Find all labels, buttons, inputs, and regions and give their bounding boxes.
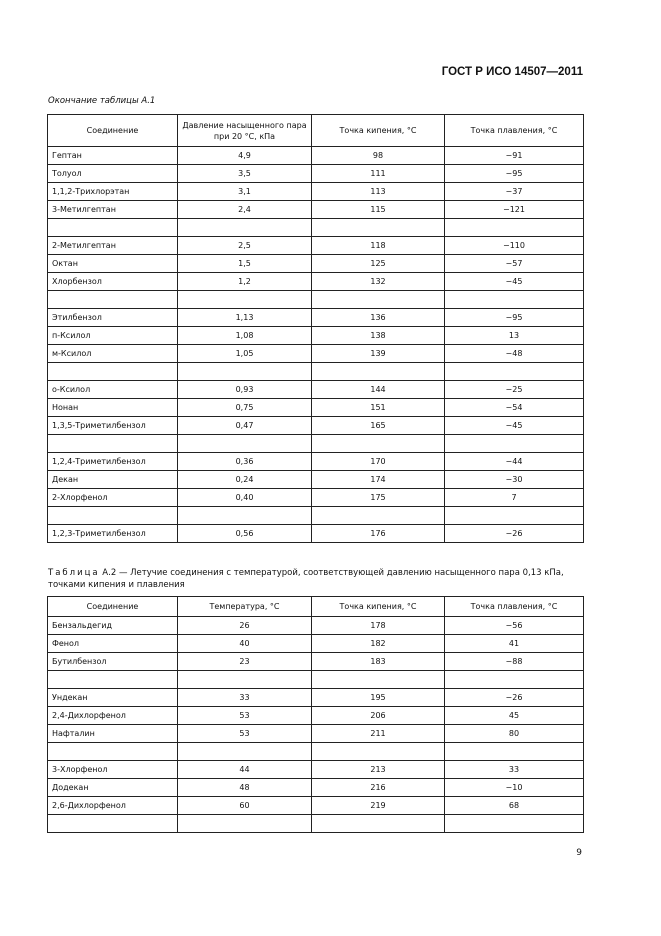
value-cell: 111	[312, 165, 445, 183]
compound-cell: 2-Хлорфенол	[48, 489, 178, 507]
value-cell: 0,56	[178, 525, 312, 543]
value-cell: 213	[312, 761, 445, 779]
compound-cell: 3-Хлорфенол	[48, 761, 178, 779]
column-header-temperature: Температура, °С	[178, 597, 312, 617]
value-cell: 7	[445, 489, 584, 507]
value-cell: −26	[445, 689, 584, 707]
value-cell: 33	[178, 689, 312, 707]
value-cell: 13	[445, 327, 584, 345]
table-row	[48, 417, 584, 435]
value-cell: −26	[445, 525, 584, 543]
value-cell: −45	[445, 273, 584, 291]
table-row	[48, 689, 584, 707]
compound-cell	[48, 219, 178, 237]
value-cell	[178, 363, 312, 381]
value-cell: 132	[312, 273, 445, 291]
compound-cell: Ундекан	[48, 689, 178, 707]
value-cell	[178, 743, 312, 761]
value-cell: 80	[445, 725, 584, 743]
value-cell: 3,1	[178, 183, 312, 201]
value-cell: 176	[312, 525, 445, 543]
value-cell	[178, 291, 312, 309]
table2-header-row	[48, 597, 584, 617]
value-cell: 1,08	[178, 327, 312, 345]
value-cell: 211	[312, 725, 445, 743]
table-row	[48, 399, 584, 417]
value-cell: 1,13	[178, 309, 312, 327]
value-cell: 138	[312, 327, 445, 345]
table-row	[48, 797, 584, 815]
compound-cell: 2,6-Дихлорфенол	[48, 797, 178, 815]
compound-cell	[48, 435, 178, 453]
value-cell: 0,75	[178, 399, 312, 417]
table-row	[48, 471, 584, 489]
value-cell: 4,9	[178, 147, 312, 165]
value-cell	[445, 219, 584, 237]
table-row	[48, 255, 584, 273]
column-header-compound: Соединение	[48, 115, 178, 147]
compound-cell	[48, 291, 178, 309]
compound-cell: м-Ксилол	[48, 345, 178, 363]
value-cell: 183	[312, 653, 445, 671]
compound-cell: Хлорбензол	[48, 273, 178, 291]
page-number: 9	[576, 848, 582, 858]
value-cell: 0,93	[178, 381, 312, 399]
value-cell: 26	[178, 617, 312, 635]
compound-cell: Додекан	[48, 779, 178, 797]
value-cell: −48	[445, 345, 584, 363]
compound-cell: 3-Метилгептан	[48, 201, 178, 219]
value-cell: 195	[312, 689, 445, 707]
value-cell	[178, 219, 312, 237]
table-row	[48, 147, 584, 165]
value-cell	[178, 507, 312, 525]
compound-cell: Толуол	[48, 165, 178, 183]
value-cell: 48	[178, 779, 312, 797]
value-cell: −37	[445, 183, 584, 201]
compound-cell: Бутилбензол	[48, 653, 178, 671]
value-cell: 2,4	[178, 201, 312, 219]
compound-cell	[48, 743, 178, 761]
table-row	[48, 183, 584, 201]
value-cell	[312, 743, 445, 761]
value-cell: −45	[445, 417, 584, 435]
value-cell: 178	[312, 617, 445, 635]
value-cell: 113	[312, 183, 445, 201]
table-row	[48, 327, 584, 345]
compound-cell: 1,1,2-Трихлорэтан	[48, 183, 178, 201]
table-row	[48, 309, 584, 327]
value-cell	[178, 435, 312, 453]
value-cell	[445, 291, 584, 309]
table-row	[48, 201, 584, 219]
table-spacer-row	[48, 363, 584, 381]
column-header-vapor-pressure: Давление насыщенного пара при 20 °С, кПа	[178, 115, 312, 147]
compound-cell: 2,4-Дихлорфенол	[48, 707, 178, 725]
table1-header-row	[48, 115, 584, 147]
value-cell: 139	[312, 345, 445, 363]
table-row	[48, 779, 584, 797]
table1	[47, 114, 584, 543]
value-cell: −10	[445, 779, 584, 797]
value-cell: 33	[445, 761, 584, 779]
value-cell: 1,05	[178, 345, 312, 363]
value-cell: 40	[178, 635, 312, 653]
compound-cell: Нонан	[48, 399, 178, 417]
value-cell: 0,47	[178, 417, 312, 435]
table-row	[48, 653, 584, 671]
value-cell: 182	[312, 635, 445, 653]
table-spacer-row	[48, 815, 584, 833]
value-cell: −95	[445, 309, 584, 327]
compound-cell: Бензальдегид	[48, 617, 178, 635]
table-row	[48, 725, 584, 743]
value-cell: −54	[445, 399, 584, 417]
value-cell	[312, 219, 445, 237]
value-cell	[312, 363, 445, 381]
compound-cell: о-Ксилол	[48, 381, 178, 399]
table-spacer-row	[48, 219, 584, 237]
table2	[47, 596, 584, 833]
value-cell: 44	[178, 761, 312, 779]
compound-cell	[48, 507, 178, 525]
compound-cell	[48, 671, 178, 689]
table2-caption-text: А.2 — Летучие соединения с температурой, соответствующей давлению насыщенного пара 0,13 кПа, точками кипения и плавления	[48, 568, 564, 590]
value-cell: −56	[445, 617, 584, 635]
table-row	[48, 237, 584, 255]
table-row	[48, 525, 584, 543]
compound-cell: Октан	[48, 255, 178, 273]
value-cell: 125	[312, 255, 445, 273]
value-cell: 151	[312, 399, 445, 417]
table-spacer-row	[48, 435, 584, 453]
value-cell: −91	[445, 147, 584, 165]
table2-caption-label: Таблица	[48, 568, 100, 578]
value-cell: 68	[445, 797, 584, 815]
table-spacer-row	[48, 291, 584, 309]
value-cell: −88	[445, 653, 584, 671]
value-cell: −110	[445, 237, 584, 255]
compound-cell: Фенол	[48, 635, 178, 653]
value-cell: 219	[312, 797, 445, 815]
value-cell: −57	[445, 255, 584, 273]
compound-cell: Гептан	[48, 147, 178, 165]
table-row	[48, 489, 584, 507]
value-cell: 216	[312, 779, 445, 797]
value-cell: 41	[445, 635, 584, 653]
value-cell	[312, 291, 445, 309]
column-header-compound: Соединение	[48, 597, 178, 617]
value-cell: 1,2	[178, 273, 312, 291]
compound-cell: Нафталин	[48, 725, 178, 743]
compound-cell: 1,2,4-Триметилбензол	[48, 453, 178, 471]
value-cell: −25	[445, 381, 584, 399]
value-cell: 118	[312, 237, 445, 255]
value-cell: −44	[445, 453, 584, 471]
table-row	[48, 165, 584, 183]
value-cell: 0,36	[178, 453, 312, 471]
table-row	[48, 273, 584, 291]
table-row	[48, 617, 584, 635]
column-header-melting-point: Точка плавления, °С	[445, 597, 584, 617]
value-cell: −95	[445, 165, 584, 183]
table-row	[48, 453, 584, 471]
compound-cell: 1,2,3-Триметилбензол	[48, 525, 178, 543]
value-cell	[445, 507, 584, 525]
value-cell: 136	[312, 309, 445, 327]
value-cell: 53	[178, 707, 312, 725]
value-cell	[312, 435, 445, 453]
value-cell: 98	[312, 147, 445, 165]
value-cell: −121	[445, 201, 584, 219]
table-row	[48, 761, 584, 779]
value-cell: 0,40	[178, 489, 312, 507]
value-cell: 2,5	[178, 237, 312, 255]
value-cell	[445, 435, 584, 453]
value-cell	[312, 671, 445, 689]
value-cell: 175	[312, 489, 445, 507]
value-cell: 206	[312, 707, 445, 725]
value-cell	[445, 743, 584, 761]
compound-cell	[48, 363, 178, 381]
value-cell: 3,5	[178, 165, 312, 183]
value-cell	[312, 507, 445, 525]
compound-cell: Декан	[48, 471, 178, 489]
table-row	[48, 635, 584, 653]
table-row	[48, 345, 584, 363]
value-cell: 0,24	[178, 471, 312, 489]
value-cell	[178, 671, 312, 689]
compound-cell: Этилбензол	[48, 309, 178, 327]
compound-cell: 2-Метилгептан	[48, 237, 178, 255]
value-cell: 60	[178, 797, 312, 815]
value-cell: 144	[312, 381, 445, 399]
value-cell: 115	[312, 201, 445, 219]
value-cell: −30	[445, 471, 584, 489]
value-cell: 45	[445, 707, 584, 725]
compound-cell: п-Ксилол	[48, 327, 178, 345]
value-cell	[445, 363, 584, 381]
table-spacer-row	[48, 743, 584, 761]
value-cell: 170	[312, 453, 445, 471]
value-cell: 1,5	[178, 255, 312, 273]
table-spacer-row	[48, 671, 584, 689]
table-row	[48, 707, 584, 725]
value-cell: 23	[178, 653, 312, 671]
value-cell	[445, 815, 584, 833]
value-cell: 53	[178, 725, 312, 743]
column-header-boiling-point: Точка кипения, °С	[312, 115, 445, 147]
document-code: ГОСТ Р ИСО 14507—2011	[441, 66, 583, 78]
table-row	[48, 381, 584, 399]
value-cell: 165	[312, 417, 445, 435]
value-cell	[312, 815, 445, 833]
value-cell: 174	[312, 471, 445, 489]
column-header-melting-point: Точка плавления, °С	[445, 115, 584, 147]
value-cell	[445, 671, 584, 689]
compound-cell: 1,3,5-Триметилбензол	[48, 417, 178, 435]
table2-caption	[48, 567, 588, 591]
compound-cell	[48, 815, 178, 833]
table-spacer-row	[48, 507, 584, 525]
column-header-boiling-point: Точка кипения, °С	[312, 597, 445, 617]
value-cell	[178, 815, 312, 833]
table1-caption: Окончание таблицы А.1	[48, 96, 156, 106]
